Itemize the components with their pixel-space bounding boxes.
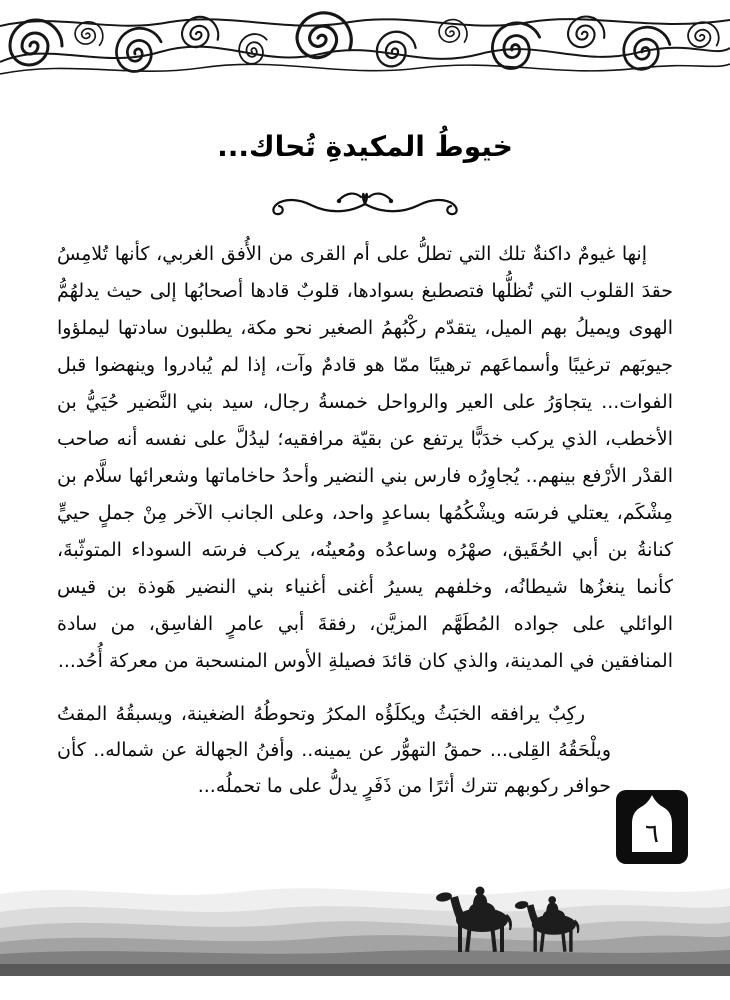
page-number-badge — [616, 790, 688, 864]
paragraph: ركِبٌ يرافقه الخبَثُ ويكلَؤُه المكرُ وتحوطُهُ الضغينة، ويسبقُهُ المقتُ ويلْحَقُهُ القِلى... حمقُ التهوُّر عن يمينه.. وأفنُ الجهالة عن شماله.. كأن حوافر ركوبهم تترك أثرًا من ذَفَرٍ يدلُّ على ما تحملُه... — [57, 703, 611, 797]
dune-layers — [0, 888, 730, 976]
bottom-landscape — [0, 868, 730, 978]
top-ornament-band — [0, 4, 730, 86]
paragraph: إنها غيومٌ داكنةٌ تلك التي تطلُّ على أم القرى من الأُفق الغربي، كأنها تُلامِسُ حقدَ القلوب التي تُظلُّها فتصطبغ بسوادها، قلوبٌ قادها أصحابُها إلى حيث يدلهُمُّ الهوى ويميلُ بهم الميل، يتقدّم ركْبُهمُ الصغير نحو مكة، يطلبون سادتها ليملؤوا جيوبَهم ترغيبًا وأسماعَهم ترهيبًا ممّا هو قادمٌ وآت، إذا لم يُبادروا وينهضوا قبل الفوات... يتجاوَرُ على العير والرواحل خمسةُ رجال، سيد بني النَّضير حُيَيُّ بن الأخطب، الذي يركب خدَبًّا يرتفع عن بقيّة مرافقيه؛ ليدُلَّ على نفسه أنه صاحب القدْر الأرْفع بينهم.. يُجاوِرُه فارس بني النضير وأحدُ حاخاماتها وشعرائها سلَّام بن مِشْكَم، يعتلي فرسَه ويشْكُمُها بساعدٍ واحد، وعلى الجانب الآخر مِنْ جملٍ حييٍّ كنانةُ بن أبي الحُقَيق، صهْرُه وساعدُه ومُعينُه، يركب فرسَه السوداء المتوثّبةَ، كأنما ينغزُها شيطانُه، وخلفهم يسيرُ أغنى أغنياء بني النضير هَوذة بن قيس الوائلي على جواده المُطَهَّم المزيَّن، رفقةَ أبي عامرٍ الفاسِق، من سادة المنافقين في المدينة، والذي كان قائدَ فصيلةِ الأوس المنسحبة من معركة أُحُد... — [57, 243, 673, 672]
title-flourish-icon — [235, 180, 495, 224]
chapter-title: خيوطُ المكيدةِ تُحاك... — [217, 130, 513, 163]
page-number: ٦ — [645, 819, 659, 849]
swirl-motifs — [10, 5, 724, 77]
swirl-clouds-icon — [0, 4, 730, 86]
body-text — [57, 236, 673, 804]
